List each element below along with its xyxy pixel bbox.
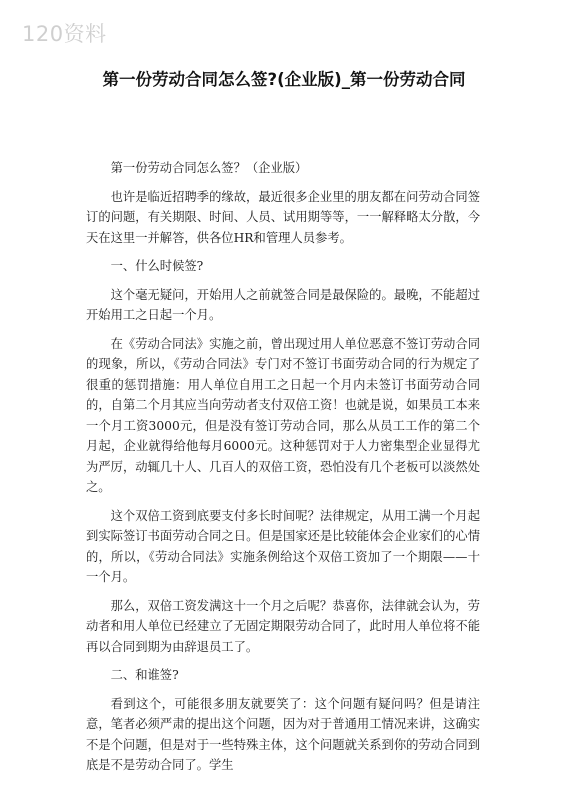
body-paragraph: 在《劳动合同法》实施之前，曾出现过用人单位恶意不签订劳动合同的现象，所以，《劳动合同法》专门对不签订书面劳动合同的行为规定了很重的惩罚措施：用人单位自用工之日起一个月内未签订书面劳动合同的，自第二个月其应当向劳动者支付双倍工资！也就是说，如果员工本来一个月工资3000元，但是没有签订劳动合同，那么从员工工作的第二个月起，企业就得给他每月6000元。这种惩罚对于人力密集型企业显得尤为严厉，动辄几十人、几百人的双倍工资，恐怕没有几个老板可以淡然处之。: [86, 336, 480, 494]
document-title: 第一份劳动合同怎么签?(企业版)_第一份劳动合同: [102, 70, 466, 89]
body-paragraph: 这个双倍工资到底要支付多长时间呢？法律规定，从用工满一个月起到实际签订书面劳动合同之日。但是国家还是比较能体会企业家们的心情的，所以，《劳动合同法》实施条例给这个双倍工资加了一个期限——十一个月。: [86, 508, 480, 584]
section-heading-when: 一、什么时候签?: [110, 259, 204, 273]
body-paragraph: 这个毫无疑问，开始用人之前就签合同是最保险的。最晚，不能超过开始用工之日起一个月。: [86, 287, 480, 322]
watermark: 120资料: [22, 22, 107, 46]
intro-paragraph: 也许是临近招聘季的缘故，最近很多企业里的朋友都在问劳动合同签订的问题，有关期限、时间、人员、试用期等等，一一解释略太分散，今天在这里一并解答，供各位HR和管理人员参考。: [86, 189, 480, 245]
body-paragraph: 看到这个，可能很多朋友就要笑了：这个问题有疑问吗？但是请注意，笔者必须严肃的提出这个问题，因为对于普通用工情况来讲，这确实不是个问题，但是对于一些特殊主体，这个问题就关系到你的劳动合同到底是不是劳动合同了。学生: [86, 696, 480, 772]
section-heading-who: 二、和谁签?: [110, 668, 179, 682]
document-body: [86, 158, 480, 784]
body-paragraph: 那么，双倍工资发满这十一个月之后呢？恭喜你，法律就会认为，劳动者和用人单位已经建立了无固定期限劳动合同了，此时用人单位将不能再以合同到期为由辞退员工了。: [86, 598, 480, 654]
subtitle-paragraph: 第一份劳动合同怎么签？（企业版）: [110, 161, 308, 175]
